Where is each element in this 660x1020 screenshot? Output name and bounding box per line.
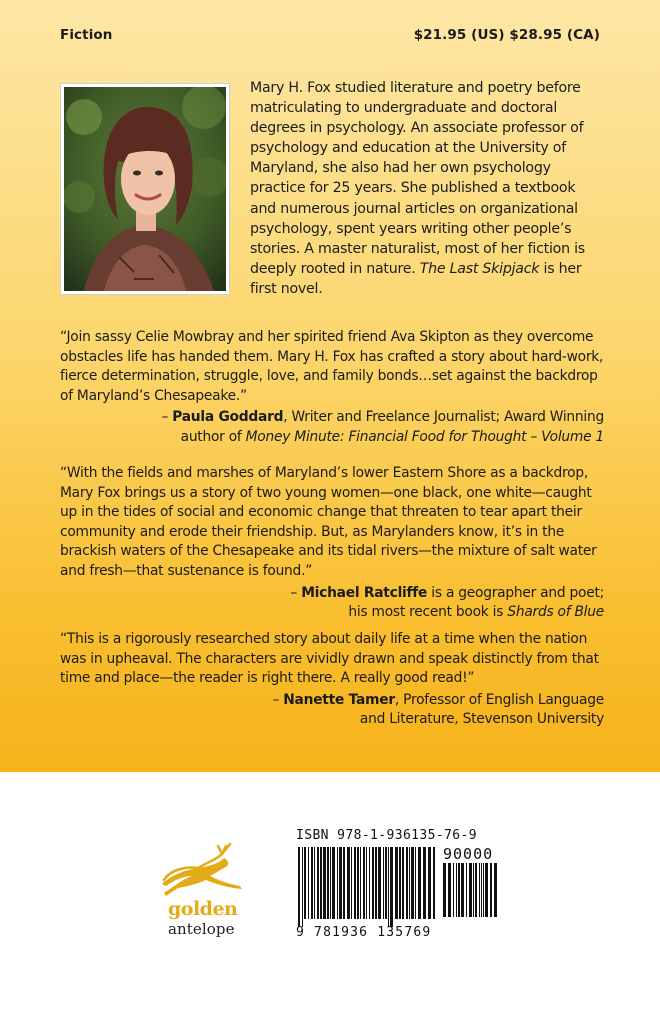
blurb-3 <box>60 630 604 730</box>
blurb-1 <box>60 328 604 448</box>
barcode-bar <box>428 847 431 919</box>
attribution-dash: – <box>161 409 173 426</box>
addon-barcode-bars <box>441 863 499 927</box>
reviewer-work: Shards of Blue <box>507 604 604 621</box>
barcode-bar <box>332 847 335 919</box>
barcode-bar <box>453 863 454 917</box>
reviewer-name: Michael Ratcliffe <box>301 584 428 601</box>
barcode-bar <box>343 847 345 919</box>
barcode-bar <box>395 847 398 919</box>
isbn-label: ISBN 978-1-936135-76-9 <box>296 828 477 843</box>
barcode-bar <box>314 847 315 919</box>
barcode-bar <box>483 863 484 917</box>
isbn-barcode <box>296 828 504 942</box>
logo-wordmark-antelope: antelope <box>168 920 235 938</box>
barcode-bar <box>383 847 384 919</box>
reviewer-credit-line2: author of <box>180 428 246 445</box>
reviewer-credit-line2: and Literature, Stevenson University <box>359 711 604 728</box>
reviewer-credit: , Writer and Freelance Journalist; Award Winning <box>283 409 604 426</box>
barcode-bar <box>320 847 322 919</box>
ean-digits: 9 781936 135769 <box>296 925 432 940</box>
attribution-dash: – <box>272 691 284 708</box>
blurb-quote: “With the fields and marshes of Maryland’s lower Eastern Shore as a backdrop, Mary Fox brings us a story of two young women—one black, one white—caught up in the tides of social and economic change that threaten to tear apart their community and erode their friendship. But, as Marylanders know, it’s in the brackish waters of the Chesapeake and its tidal rivers—the mixture of salt water and fresh—that sustenance is found.” <box>60 465 597 579</box>
reviewer-work: Money Minute: Financial Food for Thought – Volume 1 <box>245 428 604 445</box>
barcode-bar <box>415 847 416 919</box>
author-photo <box>60 83 230 295</box>
logo-wordmark-golden: golden <box>168 898 238 920</box>
reviewer-name: Paula Goddard <box>172 409 284 426</box>
barcode-bar <box>433 847 435 919</box>
barcode-bar <box>481 863 482 917</box>
barcode-bar <box>357 847 359 919</box>
blurb-2 <box>60 464 604 623</box>
barcode-bar <box>485 863 488 917</box>
barcode-bar <box>494 863 497 917</box>
barcode-bar <box>339 847 342 919</box>
publisher-logo <box>150 840 260 940</box>
barcode-bar <box>390 847 393 927</box>
reviewer-credit: is a geographer and poet; <box>427 584 604 601</box>
blurb-attribution <box>60 584 604 623</box>
price-label: $21.95 (US) $28.95 (CA) <box>413 27 600 43</box>
book-title: The Last Skipjack <box>419 260 540 277</box>
barcode-bar <box>323 847 326 919</box>
barcode-bar <box>372 847 374 919</box>
barcode-bar <box>461 863 464 917</box>
barcode-bar <box>298 847 300 927</box>
barcode-bar <box>466 863 467 917</box>
barcode-bar <box>337 847 338 919</box>
attribution-dash: – <box>290 584 302 601</box>
barcode-bar <box>423 847 426 919</box>
bio-text: Mary H. Fox studied literature and poetry before matriculating to undergraduate and doctoral degrees in psychology. An associate professor of psychology and education at the University of Maryland, she also had her own psychology practice for 25 years. She published a textbook and numerous journal articles on organizational psychology, spent years writing other people’s stories. A master naturalist, most of her fiction is deeply rooted in nature. <box>250 80 585 277</box>
blurb-attribution <box>60 691 604 730</box>
barcode-bar <box>304 847 306 919</box>
barcode-bar <box>402 847 404 919</box>
barcode-bar <box>317 847 319 919</box>
barcode-bar <box>375 847 377 919</box>
blurb-quote: “This is a rigorously researched story about daily life at a time when the nation was in upheaval. The characters are vividly drawn and speak distinctly from that time and place—the reader is right there. A really good read!” <box>60 631 599 687</box>
barcode-bar <box>406 847 408 919</box>
reviewer-credit: , Professor of English Language <box>394 691 604 708</box>
reviewer-credit-line2: his most recent book is <box>348 604 508 621</box>
author-bio <box>250 78 602 299</box>
barcode-bar <box>388 847 389 927</box>
barcode-bar <box>302 847 303 927</box>
barcode-bar <box>458 863 460 917</box>
barcode-bar <box>418 847 421 919</box>
barcode-bar <box>385 847 387 919</box>
barcode-bar <box>409 847 410 919</box>
barcode-bar <box>469 863 472 917</box>
barcode-bar <box>443 863 446 917</box>
barcode-bar <box>308 847 309 919</box>
barcode-bar <box>479 863 480 917</box>
barcode-bar <box>369 847 370 919</box>
barcode-bar <box>448 863 451 917</box>
barcode-bar <box>399 847 401 919</box>
bio-text-end: is her first novel. <box>250 260 582 297</box>
barcode-bar <box>473 863 474 917</box>
barcode-bar <box>330 847 331 919</box>
barcode-bar <box>354 847 356 919</box>
barcode-bar <box>363 847 365 919</box>
barcode-bar <box>360 847 361 919</box>
barcode-bar <box>327 847 329 919</box>
ean-barcode-bars <box>296 847 438 927</box>
price-code: 90000 <box>443 845 494 863</box>
leaping-antelope-icon <box>156 840 248 900</box>
barcode-bar <box>411 847 414 919</box>
barcode-bar <box>347 847 350 919</box>
barcode-bar <box>366 847 367 919</box>
blurb-quote: “Join sassy Celie Mowbray and her spirited friend Ava Skipton as they overcome obstacles life has handed them. Mary H. Fox has crafted a story about hard-work, fierce determination, struggle, love, and family bonds…set against the backdrop of Maryland’s Chesapeake.” <box>60 329 604 404</box>
barcode-bar <box>311 847 313 919</box>
reviewer-name: Nanette Tamer <box>283 691 395 708</box>
barcode-bar <box>351 847 352 919</box>
barcode-bar <box>456 863 457 917</box>
genre-label: Fiction <box>60 27 113 43</box>
barcode-bar <box>490 863 492 917</box>
blurb-attribution <box>60 408 604 447</box>
barcode-bar <box>378 847 381 919</box>
barcode-bar <box>475 863 477 917</box>
